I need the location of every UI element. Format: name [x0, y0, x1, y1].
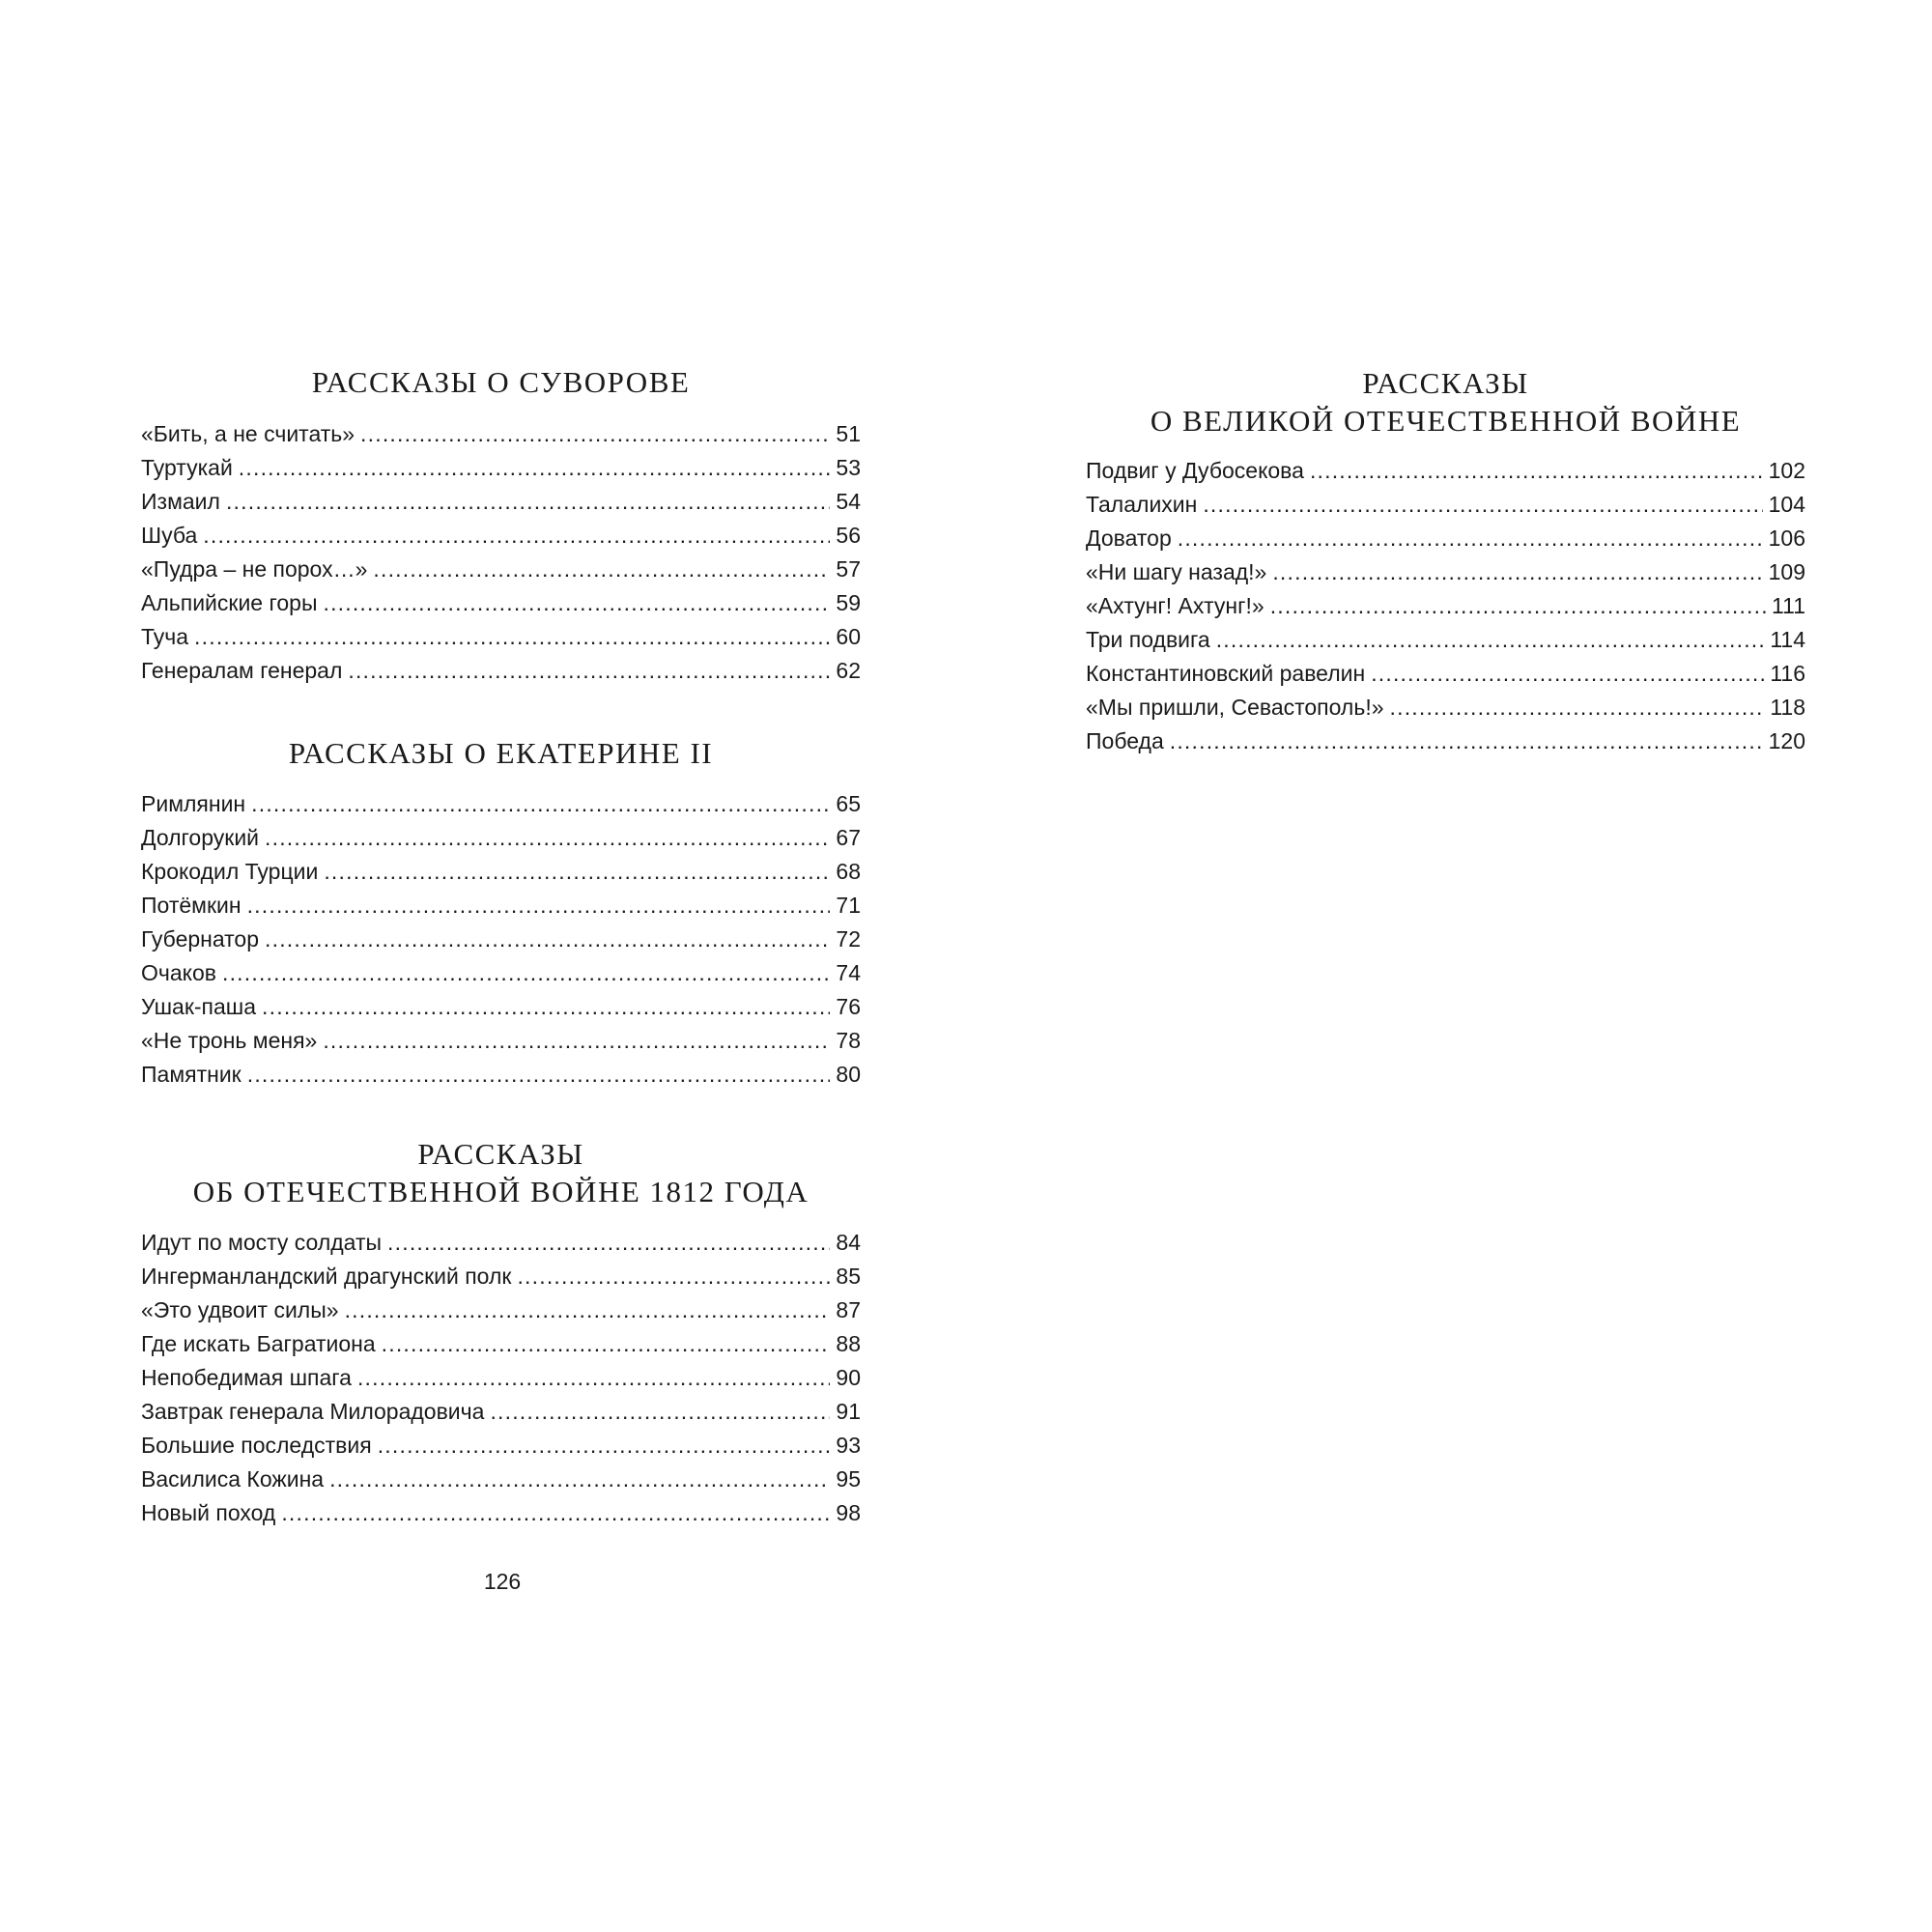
toc-entry-title: «Пудра – не порох…» — [141, 556, 368, 582]
toc-entry — [1086, 454, 1805, 488]
toc-entry-page: 51 — [836, 421, 861, 446]
toc-entry-page: 76 — [836, 994, 861, 1019]
section-title-line: О ВЕЛИКОЙ ОТЕЧЕСТВЕННОЙ ВОЙНЕ — [1150, 404, 1742, 438]
section-title-line: РАССКАЗЫ О СУВОРОВЕ — [311, 365, 691, 399]
toc-list-suvorov — [141, 417, 861, 688]
toc-entry-page: 71 — [836, 893, 861, 918]
toc-entry-page: 91 — [836, 1399, 861, 1424]
toc-entry-page: 84 — [836, 1230, 861, 1255]
toc-entry-page: 93 — [836, 1433, 861, 1458]
toc-entry-page: 109 — [1768, 559, 1805, 584]
toc-entry — [1086, 589, 1805, 623]
toc-entry-title: «Не тронь меня» — [141, 1028, 318, 1053]
toc-entry-title: Непобедимая шпага — [141, 1365, 352, 1390]
dot-leader — [203, 519, 830, 553]
toc-entry-title: «Ахтунг! Ахтунг!» — [1086, 593, 1264, 618]
toc-entry — [141, 654, 861, 688]
toc-entry — [141, 1429, 861, 1463]
toc-entry-title: Завтрак генерала Милорадовича — [141, 1399, 485, 1424]
section-title-1812 — [141, 1135, 861, 1210]
dot-leader — [194, 620, 830, 654]
dot-leader — [1178, 522, 1763, 555]
toc-entry-page: 120 — [1768, 728, 1805, 753]
toc-entry-page: 67 — [836, 825, 861, 850]
dot-leader — [1272, 555, 1762, 589]
toc-entry-page: 98 — [836, 1500, 861, 1525]
dot-leader — [1371, 657, 1764, 691]
toc-entry-title: Большие последствия — [141, 1433, 372, 1458]
toc-entry-page: 114 — [1770, 627, 1805, 652]
toc-entry-page: 118 — [1770, 695, 1805, 720]
toc-entry-page: 106 — [1768, 526, 1805, 551]
toc-entry-title: Василиса Кожина — [141, 1466, 325, 1492]
toc-entry — [141, 1395, 861, 1429]
toc-entry — [141, 1463, 861, 1496]
dot-leader — [387, 1226, 830, 1260]
toc-entry — [141, 1496, 861, 1530]
toc-entry — [141, 1260, 861, 1293]
toc-entry — [141, 990, 861, 1024]
toc-entry-title: Измаил — [141, 489, 220, 514]
toc-entry-title: Долгорукий — [141, 825, 260, 850]
toc-entry — [141, 821, 861, 855]
dot-leader — [1270, 589, 1766, 623]
toc-entry-title: Шуба — [141, 523, 198, 548]
dot-leader — [345, 1293, 831, 1327]
toc-entry-title: Губернатор — [141, 926, 260, 952]
dot-leader — [247, 1058, 831, 1092]
toc-entry — [141, 1024, 861, 1058]
dot-leader — [360, 417, 830, 451]
dot-leader — [490, 1395, 830, 1429]
dot-leader — [324, 855, 830, 889]
toc-entry — [1086, 623, 1805, 657]
toc-entry — [1086, 522, 1805, 555]
toc-entry — [141, 1327, 861, 1361]
dot-leader — [1170, 724, 1763, 758]
toc-entry-title: Альпийские горы — [141, 590, 318, 615]
dot-leader — [222, 956, 830, 990]
dot-leader — [251, 787, 830, 821]
toc-entry-title: Константиновский равелин — [1086, 661, 1366, 686]
toc-entry-title: Ингерманландский драгунский полк — [141, 1264, 512, 1289]
toc-entry-page: 95 — [836, 1466, 861, 1492]
dot-leader — [1390, 691, 1765, 724]
toc-entry — [141, 855, 861, 889]
toc-entry — [141, 1226, 861, 1260]
toc-entry — [141, 923, 861, 956]
dot-leader — [517, 1260, 830, 1293]
toc-entry-title: Крокодил Турции — [141, 859, 319, 884]
toc-entry — [141, 1361, 861, 1395]
toc-entry-page: 53 — [836, 455, 861, 480]
dot-leader — [378, 1429, 831, 1463]
toc-entry — [141, 1293, 861, 1327]
toc-entry-page: 72 — [836, 926, 861, 952]
toc-entry-page: 56 — [836, 523, 861, 548]
toc-entry-page: 59 — [836, 590, 861, 615]
toc-entry-title: «Это удвоит силы» — [141, 1297, 339, 1322]
toc-entry — [1086, 488, 1805, 522]
toc-entry — [141, 956, 861, 990]
toc-entry-page: 62 — [836, 658, 861, 683]
toc-entry — [141, 889, 861, 923]
toc-entry-title: Потёмкин — [141, 893, 242, 918]
section-title-line: РАССКАЗЫ — [1362, 366, 1529, 400]
section-title-ekaterina — [141, 734, 861, 772]
toc-entry-title: Новый поход — [141, 1500, 276, 1525]
dot-leader — [265, 923, 830, 956]
page-number: 126 — [483, 1569, 522, 1594]
toc-entry-title: Три подвига — [1086, 627, 1210, 652]
toc-entry-title: Победа — [1086, 728, 1164, 753]
dot-leader — [1310, 454, 1763, 488]
dot-leader — [323, 586, 830, 620]
dot-leader — [265, 821, 830, 855]
dot-leader — [1216, 623, 1765, 657]
toc-entry-page: 102 — [1768, 458, 1805, 483]
toc-entry-page: 78 — [836, 1028, 861, 1053]
toc-entry-page: 87 — [836, 1297, 861, 1322]
toc-entry — [141, 1058, 861, 1092]
toc-entry-page: 111 — [1772, 593, 1805, 618]
dot-leader — [247, 889, 831, 923]
toc-entry-title: Идут по мосту солдаты — [141, 1230, 383, 1255]
toc-entry-page: 85 — [836, 1264, 861, 1289]
section-title-line: РАССКАЗЫ — [417, 1137, 584, 1171]
toc-entry-page: 116 — [1770, 661, 1805, 686]
toc-entry-title: Где искать Багратиона — [141, 1331, 376, 1356]
toc-entry — [141, 787, 861, 821]
toc-list-1812 — [141, 1226, 861, 1530]
section-title-suvorov — [141, 363, 861, 401]
toc-entry-title: «Мы пришли, Севастополь!» — [1086, 695, 1384, 720]
toc-entry-page: 65 — [836, 791, 861, 816]
dot-leader — [348, 654, 830, 688]
section-title-line: РАССКАЗЫ О ЕКАТЕРИНЕ II — [288, 736, 714, 770]
toc-entry — [141, 519, 861, 553]
section-title-line: ОБ ОТЕЧЕСТВЕННОЙ ВОЙНЕ 1812 ГОДА — [192, 1175, 810, 1208]
dot-leader — [239, 451, 831, 485]
toc-list-great-patriotic-war — [1086, 454, 1805, 758]
toc-entry-title: Доватор — [1086, 526, 1172, 551]
toc-entry-page: 54 — [836, 489, 861, 514]
dot-leader — [329, 1463, 830, 1496]
dot-leader — [262, 990, 830, 1024]
toc-entry — [141, 485, 861, 519]
dot-leader — [281, 1496, 830, 1530]
toc-entry-title: Талалихин — [1086, 492, 1198, 517]
toc-entry-page: 68 — [836, 859, 861, 884]
toc-entry-page: 57 — [836, 556, 861, 582]
toc-entry-page: 90 — [836, 1365, 861, 1390]
toc-entry-page: 80 — [836, 1062, 861, 1087]
dot-leader — [373, 553, 830, 586]
toc-entry-title: Подвиг у Дубосекова — [1086, 458, 1304, 483]
toc-entry-page: 88 — [836, 1331, 861, 1356]
toc-entry-title: Туча — [141, 624, 189, 649]
toc-entry — [1086, 555, 1805, 589]
toc-entry — [141, 451, 861, 485]
toc-entry-title: «Ни шагу назад!» — [1086, 559, 1267, 584]
toc-entry-title: Генералам генерал — [141, 658, 343, 683]
dot-leader — [1203, 488, 1762, 522]
dot-leader — [323, 1024, 830, 1058]
toc-entry — [141, 417, 861, 451]
toc-entry-page: 60 — [836, 624, 861, 649]
toc-entry-title: «Бить, а не считать» — [141, 421, 355, 446]
toc-entry-title: Ушак-паша — [141, 994, 257, 1019]
dot-leader — [226, 485, 830, 519]
dot-leader — [357, 1361, 830, 1395]
toc-entry-title: Римлянин — [141, 791, 246, 816]
toc-entry-title: Очаков — [141, 960, 216, 985]
toc-entry-title: Памятник — [141, 1062, 242, 1087]
toc-entry — [141, 553, 861, 586]
toc-entry-page: 104 — [1768, 492, 1805, 517]
section-title-great-patriotic-war — [1086, 364, 1805, 440]
toc-entry — [141, 586, 861, 620]
toc-entry-title: Туртукай — [141, 455, 233, 480]
toc-entry — [1086, 724, 1805, 758]
toc-entry — [1086, 691, 1805, 724]
toc-entry-page: 74 — [836, 960, 861, 985]
toc-entry — [1086, 657, 1805, 691]
toc-entry — [141, 620, 861, 654]
dot-leader — [382, 1327, 831, 1361]
toc-list-ekaterina — [141, 787, 861, 1092]
